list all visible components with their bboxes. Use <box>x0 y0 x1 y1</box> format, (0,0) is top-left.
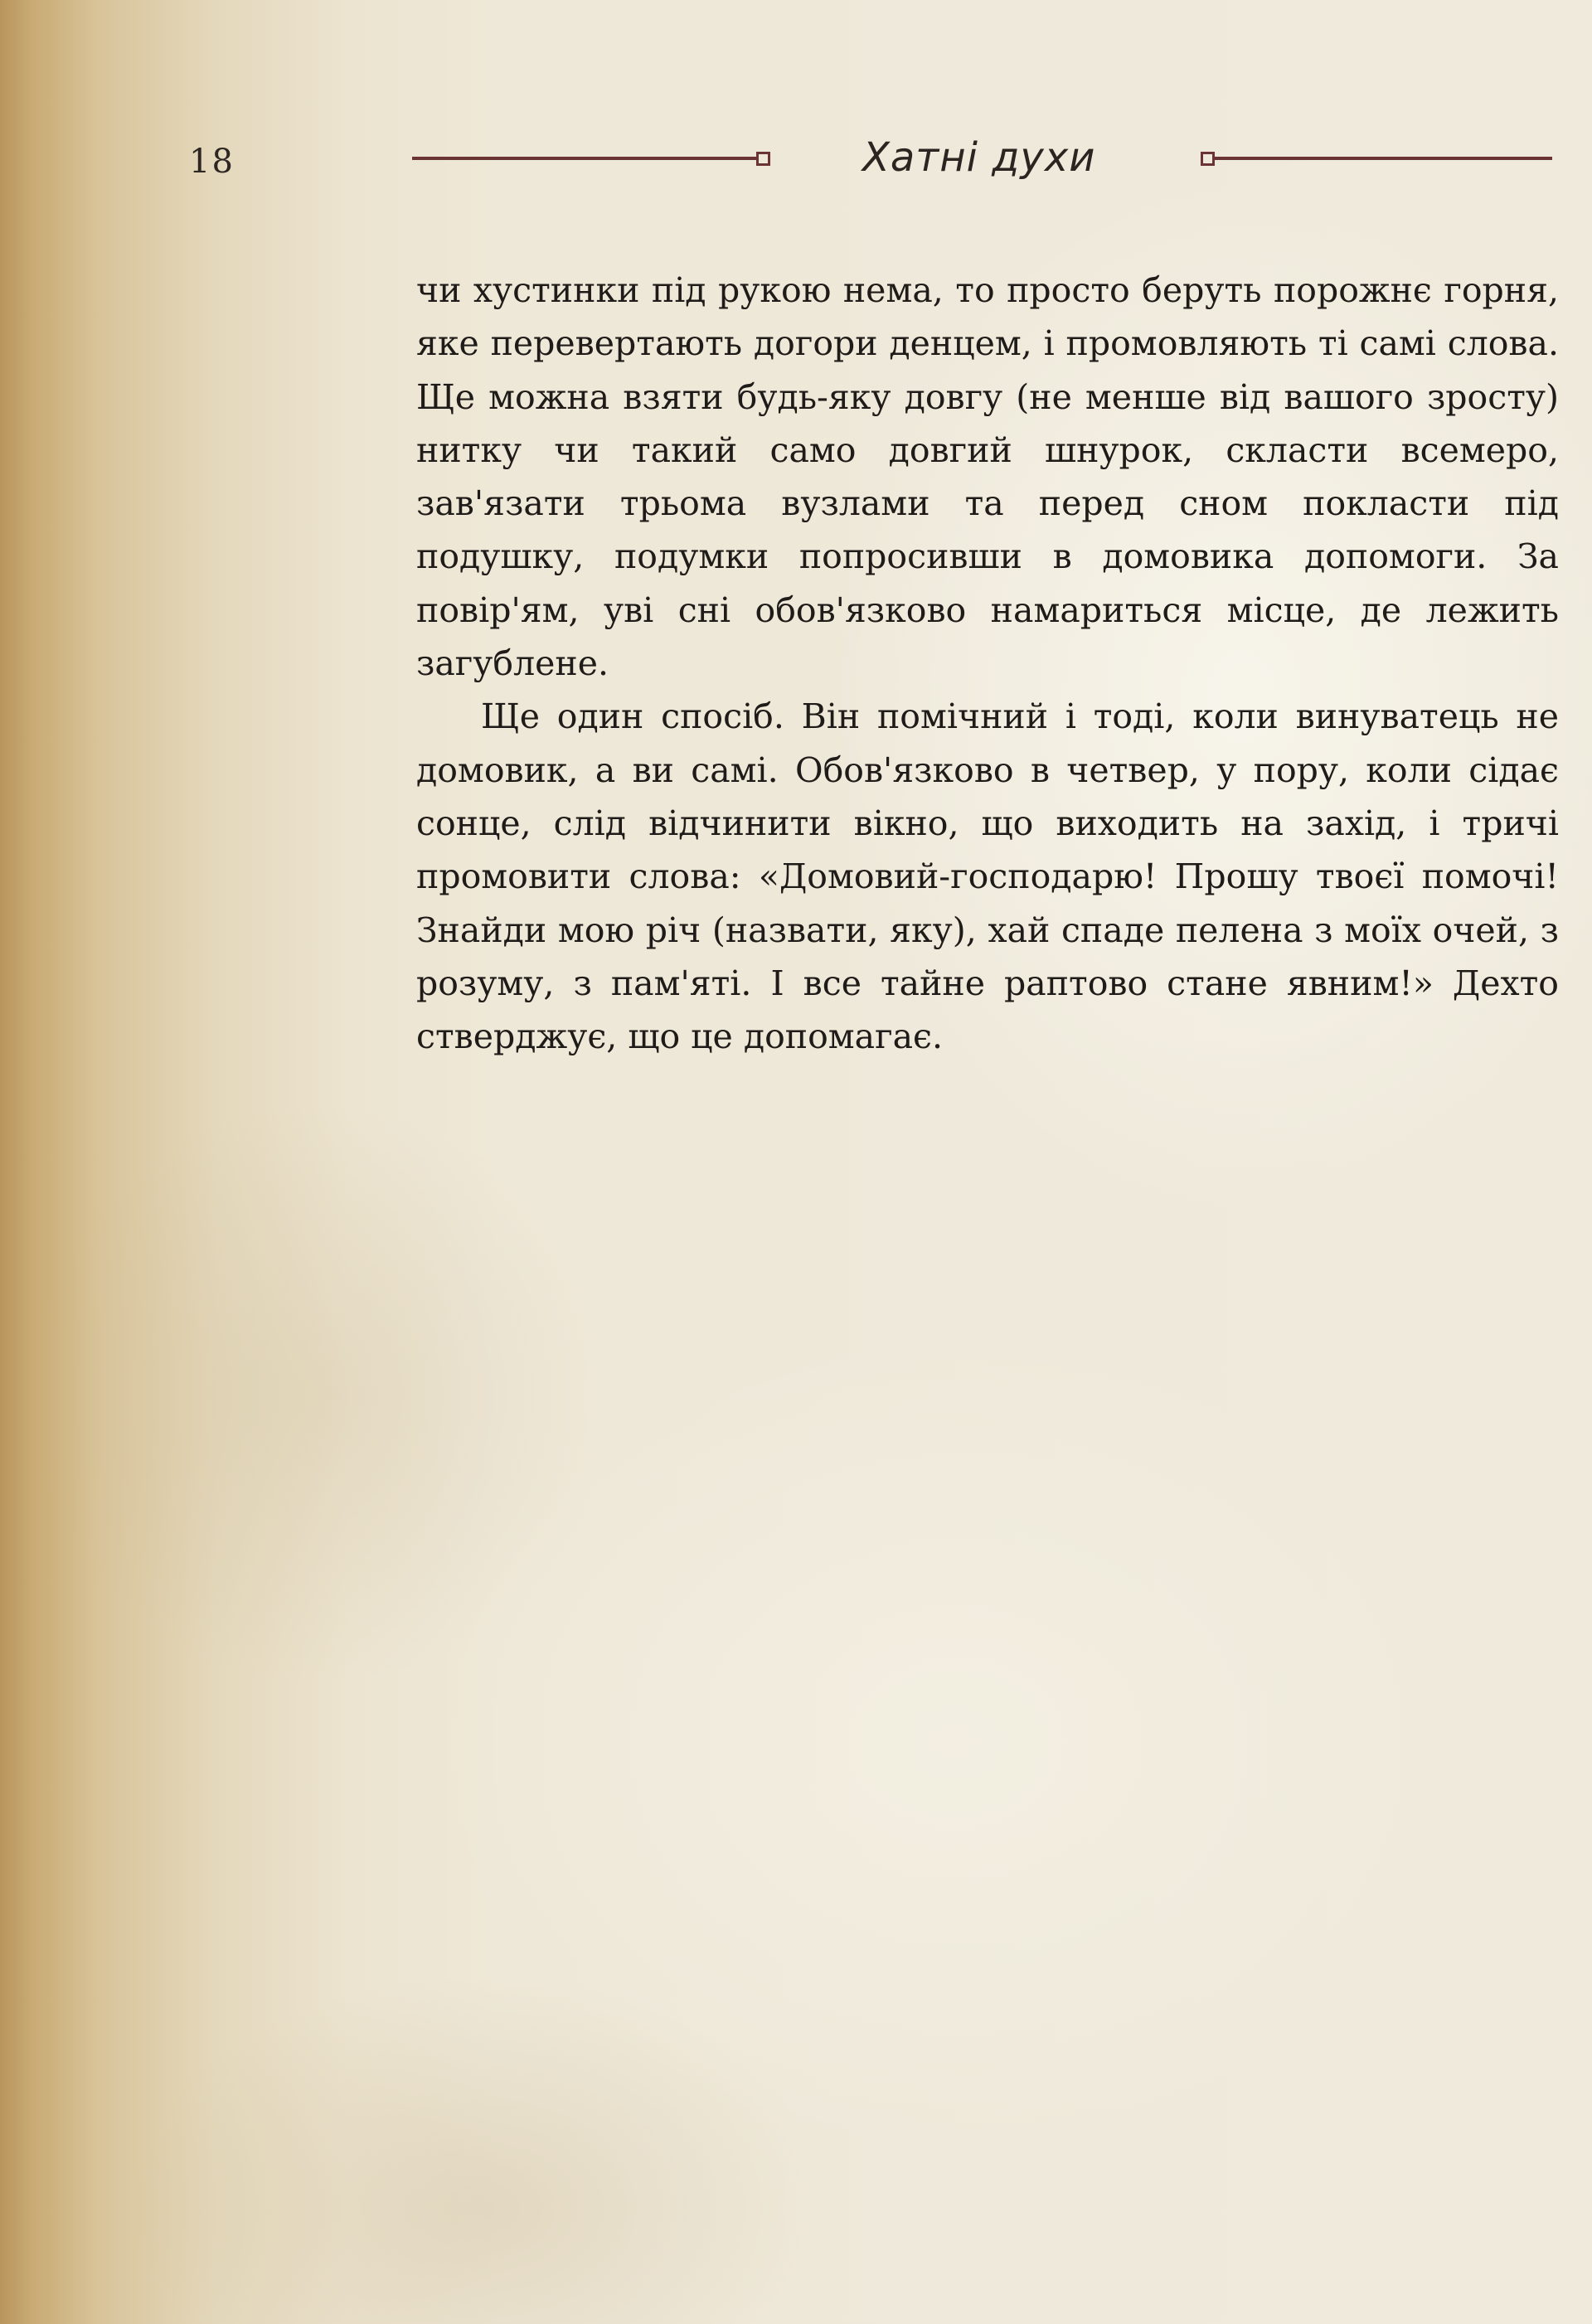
page-header <box>0 124 1592 191</box>
header-rule-right <box>1212 157 1552 160</box>
body-text <box>416 264 1559 1063</box>
header-rule-left <box>412 157 759 160</box>
page-number: 18 <box>189 143 235 181</box>
header-rule-left-end <box>756 152 770 166</box>
running-title: Хатні духи <box>862 134 1096 181</box>
paragraph: чи хустинки під рукою нема, то просто беруть порожнє горня, яке перевертають догори денцем, і промовляють ті самі слова. Ще можна взяти будь-яку довгу (не менше від вашого зросту) нитку чи такий само довгий шнурок, скласти всемеро, зав'язати трьома вузлами та перед сном покласти під подушку, подумки попросивши в домовика допомоги. За повір'ям, уві сні обов'язково намариться місце, де лежить загублене. <box>416 270 1559 684</box>
paragraph: Ще один спосіб. Він помічний і тоді, коли винуватець не домовик, а ви самі. Обов'язково в четвер, у пору, коли сідає сонце, слід відчинити вікно, що виходить на захід, і тричі промовити слова: «Домовий-господарю! Прошу твоєї помочі! Знайди мою річ (назвати, яку), хай спаде пелена з моїх очей, з розуму, з пам'яті. І все тайне раптово стане явним!» Дехто стверджує, що це допомагає. <box>416 696 1559 1057</box>
